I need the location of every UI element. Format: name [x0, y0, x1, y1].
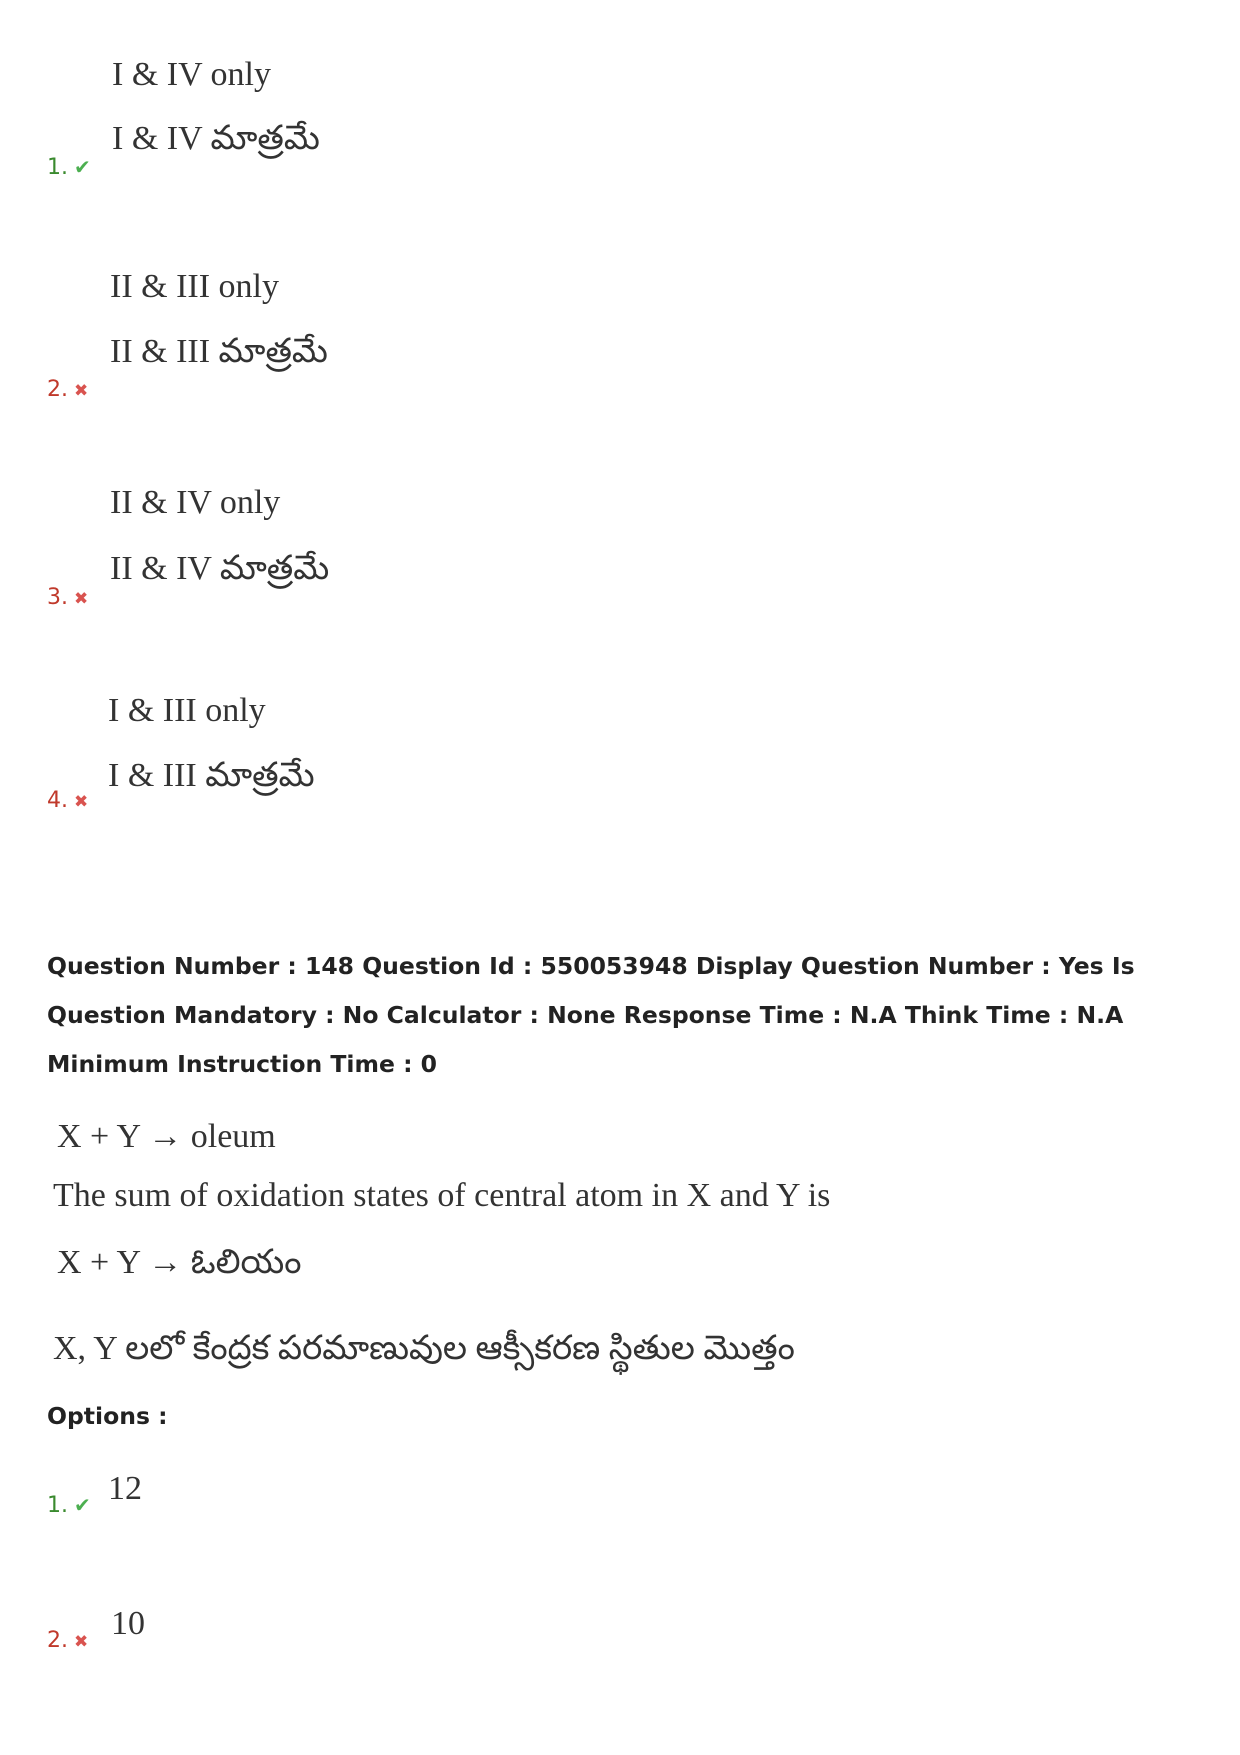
question-meta: Question Number : 148 Question Id : 550053948 Display Question Number : Yes Is Question Mandatory : No Calculator : None Response Time : N.A Think Time : N.A Minimum Instruction Time : 0 [47, 952, 1135, 1078]
question-text-telugu: X, Y లలో కేంద్రక పరమాణువుల ఆక్సీకరణ స్థితుల మొత్తం [53, 1330, 795, 1367]
option-text-te: I & III మాత్రమే [108, 757, 315, 794]
option-text-te: II & III మాత్రమే [110, 333, 328, 370]
option-number: 4. [47, 788, 68, 813]
option-number: 1. [47, 155, 68, 180]
option-text-te: I & IV మాత్రమే [112, 120, 320, 157]
check-icon: ✔ [74, 1493, 91, 1517]
reaction-english: X + Y → oleum [57, 1118, 276, 1155]
option-number: 2. [47, 377, 68, 402]
question-text-english: The sum of oxidation states of central atom in X and Y is [53, 1177, 831, 1214]
option-text-en: II & III only [110, 268, 280, 305]
options-label: Options : [47, 1402, 168, 1430]
option-number: 2. [47, 1628, 68, 1653]
option-number: 1. [47, 1493, 68, 1518]
cross-icon: ✖ [74, 381, 89, 401]
option-text-en: II & IV only [110, 484, 281, 521]
option-value: 12 [108, 1470, 142, 1507]
option-text-en: I & IV only [112, 56, 271, 93]
option-value: 10 [111, 1605, 145, 1642]
cross-icon: ✖ [74, 792, 89, 812]
check-icon: ✔ [74, 155, 91, 179]
cross-icon: ✖ [74, 589, 89, 609]
option-number: 3. [47, 585, 68, 610]
reaction-telugu: X + Y → ఓలియం [57, 1244, 302, 1281]
option-text-te: II & IV మాత్రమే [110, 550, 330, 587]
cross-icon: ✖ [74, 1632, 89, 1652]
option-text-en: I & III only [108, 692, 266, 729]
